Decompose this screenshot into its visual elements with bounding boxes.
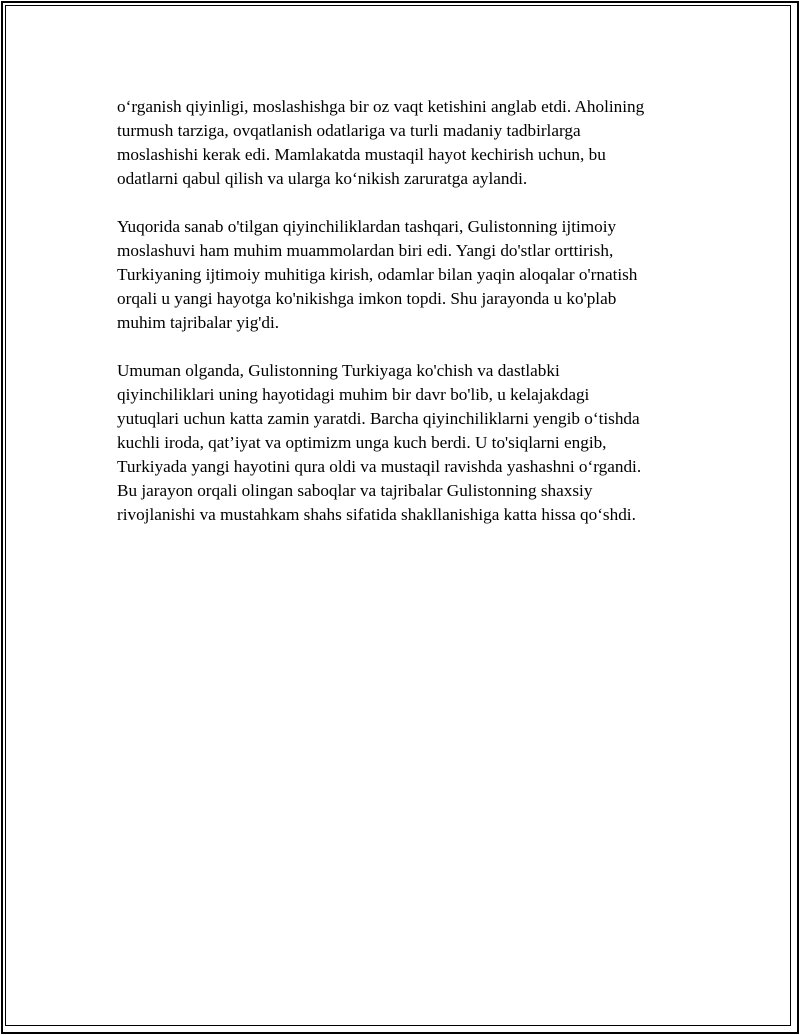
- text-line: odatlarni qabul qilish va ularga ko‘nikish zaruratga aylandi.: [117, 169, 528, 188]
- text-line: Turkiyaning ijtimoiy muhitiga kirish, odamlar bilan yaqin aloqalar o'rnatish: [117, 265, 638, 284]
- text-line: Turkiyada yangi hayotini qura oldi va mustaqil ravishda yashashni o‘rgandi.: [117, 457, 642, 476]
- text-line: Bu jarayon orqali olingan saboqlar va tajribalar Gulistonning shaxsiy: [117, 481, 593, 500]
- paragraph-1: [117, 95, 697, 191]
- text-line: Yuqorida sanab o'tilgan qiyinchiliklardan tashqari, Gulistonning ijtimoiy: [117, 217, 617, 236]
- text-line: muhim tajribalar yig'di.: [117, 313, 280, 332]
- text-line: rivojlanishi va mustahkam shahs sifatida shakllanishiga katta hissa qo‘shdi.: [117, 505, 636, 524]
- text-line: moslashishi kerak edi. Mamlakatda mustaqil hayot kechirish uchun, bu: [117, 145, 606, 164]
- text-line: kuchli iroda, qat’iyat va optimizm unga kuch berdi. U to'siqlarni engib,: [117, 433, 607, 452]
- text-line: qiyinchiliklari uning hayotidagi muhim bir davr bo'lib, u kelajakdagi: [117, 385, 590, 404]
- document-body: [117, 95, 697, 551]
- text-line: turmush tarziga, ovqatlanish odatlariga va turli madaniy tadbirlarga: [117, 121, 581, 140]
- text-line: o‘rganish qiyinligi, moslashishga bir oz vaqt ketishini anglab etdi. Aholining: [117, 97, 645, 116]
- paragraph-2: [117, 215, 697, 335]
- text-line: moslashuvi ham muhim muammolardan biri edi. Yangi do'stlar orttirish,: [117, 241, 614, 260]
- text-line: yutuqlari uchun katta zamin yaratdi. Barcha qiyinchiliklarni yengib o‘tishda: [117, 409, 640, 428]
- text-line: orqali u yangi hayotga ko'nikishga imkon topdi. Shu jarayonda u ko'plab: [117, 289, 617, 308]
- paragraph-3: [117, 359, 697, 527]
- text-line: Umuman olganda, Gulistonning Turkiyaga ko'chish va dastlabki: [117, 361, 560, 380]
